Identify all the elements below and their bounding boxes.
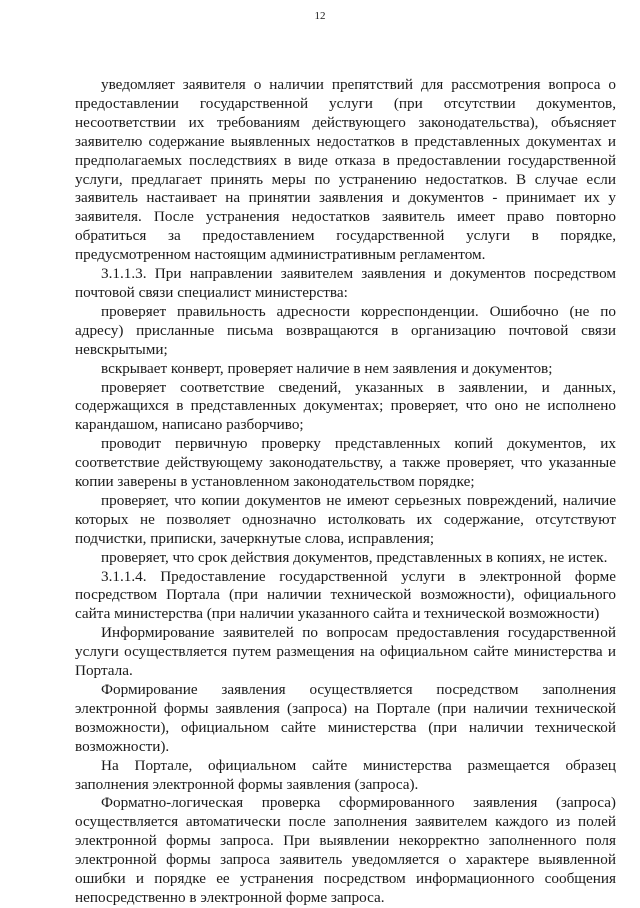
paragraph-format-check: Форматно-логическая проверка сформированного заявления (запроса) осуществляется автоматически после заполнения заявителем каждого из полей электронной формы запроса. При выявлении некорректно заполненного поля электронной формы запроса заявитель уведомляется о характере выявленной ошибки и порядке ее устранения посредством информационного сообщения непосредственно в электронной форме запроса. <box>75 794 616 906</box>
paragraph-notification: уведомляет заявителя о наличии препятствий для рассмотрения вопроса о предоставлении государственной услуги (при отсутствии документов, несоответствии их требованиям действующего законодательства), объясняет заявителю содержание выявленных недостатков в представленных документах и предполагаемых последствиях в виде отказа в предоставлении государственной услуги, предлагает принять меры по устранению недостатков. В случае если заявитель настаивает на принятии заявления и документов - принимает их у заявителя. После устранения недостатков заявитель имеет право повторно обратиться за предоставлением государственной услуги в порядке, предусмотренном настоящим административным регламентом. <box>75 76 616 264</box>
paragraph-check-consistency: проверяет соответствие сведений, указанных в заявлении, и данных, содержащихся в представленных документах; проверяет, что оно не исполнено карандашом, написано разборчиво; <box>75 378 616 434</box>
paragraph-forming: Формирование заявления осуществляется посредством заполнения электронной формы заявления (запроса) на Портале (при наличии технической возможности), официальном сайте министерства (при наличии технической возможности). <box>75 681 616 755</box>
paragraph-check-address: проверяет правильность адресности корреспонденции. Ошибочно (не по адресу) присланные письма возвращаются в организацию почтовой связи невскрытыми; <box>75 302 616 358</box>
paragraph-check-damage: проверяет, что копии документов не имеют серьезных повреждений, наличие которых не позволяет однозначно истолковать их содержание, отсутствуют подчистки, приписки, зачеркнутые слова, исправления; <box>75 491 616 547</box>
paragraph-section-3-1-1-3: 3.1.1.3. При направлении заявителем заявления и документов посредством почтовой связи специалист министерства: <box>75 265 616 301</box>
paragraph-section-3-1-1-4: 3.1.1.4. Предоставление государственной услуги в электронной форме посредством Портала (при наличии технической возможности), официального сайта министерства (при наличии указанного сайта и технической возможности) <box>75 567 616 623</box>
paragraph-primary-check: проводит первичную проверку представленных копий документов, их соответствие действующему законодательству, а также проверяет, что указанные копии заверены в установленном законодательством порядке; <box>75 435 616 491</box>
page-number: 12 <box>314 10 326 22</box>
document-body <box>75 76 616 908</box>
paragraph-informing: Информирование заявителей по вопросам предоставления государственной услуги осуществляется путем размещения на официальном сайте министерства и Портала. <box>75 624 616 680</box>
paragraph-sample: На Портале, официальном сайте министерства размещается образец заполнения электронной формы заявления (запроса). <box>75 756 616 793</box>
paragraph-check-validity: проверяет, что срок действия документов, представленных в копиях, не истек. <box>101 548 608 566</box>
paragraph-open-envelope: вскрывает конверт, проверяет наличие в нем заявления и документов; <box>101 359 553 377</box>
